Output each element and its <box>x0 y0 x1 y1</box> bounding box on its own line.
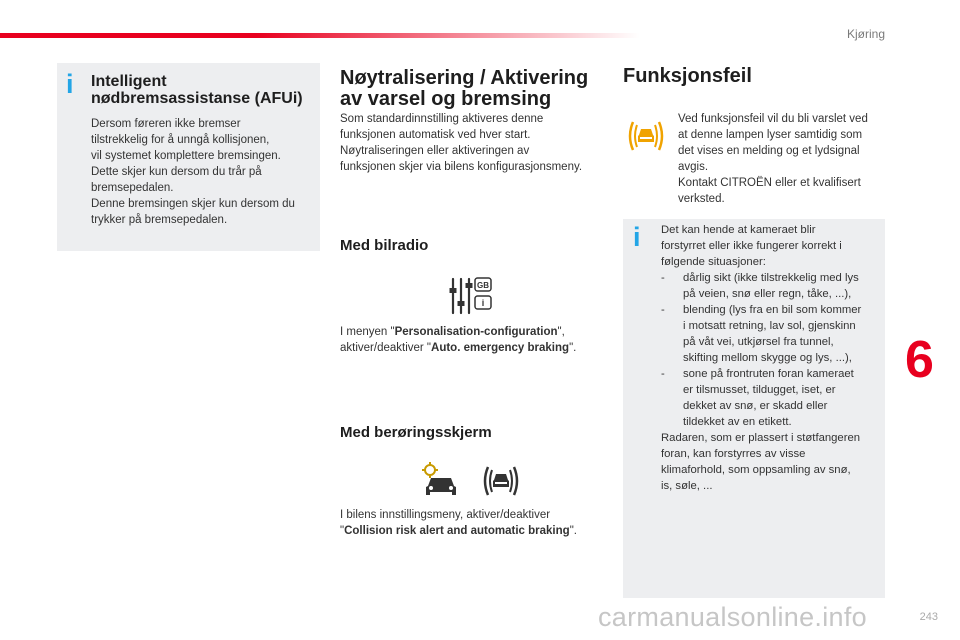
afu-text: Dersom føreren ikke bremser tilstrekkelig for å unngå kollisjonen, vil systemet komplettere bremsingen. Dette skjer kun dersom du trår på bremsepedalen. Denne bremsingen skjer kun dersom du trykker på bremsepedalen. <box>91 118 295 226</box>
fault-title: Funksjonsfeil <box>623 65 752 87</box>
list-item: - blending (lys fra en bil som kommer <box>661 304 862 316</box>
section-label: Kjøring <box>846 27 885 41</box>
page-number: 243 <box>919 611 938 623</box>
warning-lamp-icon <box>626 120 666 152</box>
info-icon: i <box>66 69 74 99</box>
list-item: - dårlig sikt (ikke tilstrekkelig med lys <box>661 272 859 284</box>
neutral-text: Som standardinnstilling aktiveres denne funksjonen automatisk ved hver start. Nøytraliseringen eller aktiveringen av funksjonen skjer via bilens konfigurasjonsmeny. <box>340 113 583 173</box>
top-accent-bar <box>0 33 640 38</box>
touch-text: I bilens innstillingsmeny, aktiver/deaktiver "Collision risk alert and automatic braking". <box>340 509 577 537</box>
radio-text: I menyen "Personalisation-configuration", aktiver/deaktiver "Auto. emergency braking". <box>340 326 577 354</box>
watermark: carmanualsonline.info <box>598 602 867 632</box>
chapter-number: 6 <box>905 331 934 389</box>
car-settings-icon <box>420 462 462 498</box>
list-item: - sone på frontruten foran kameraet <box>661 368 854 380</box>
afu-title: Intelligent nødbremsassistanse (AFUi) <box>91 73 303 107</box>
svg-text:i: i <box>481 298 485 308</box>
neutral-title: Nøytralisering / Aktivering av varsel og bremsing <box>340 67 589 110</box>
svg-text:GB: GB <box>477 281 489 290</box>
collision-warning-icon <box>481 464 521 498</box>
info-icon: i <box>633 222 641 252</box>
camera-text: Det kan hende at kameraet blir forstyrret eller ikke fungerer korrekt i følgende situasjoner: - dårlig sikt (ikke tilstrekkelig med lys på veien, snø eller regn, tåke, ...), - blending (lys fra en bil som kommer i motsatt retning, lav sol, gjenskinn på våt vei, utkjørsel fra tunnel, skifting mellom skygge og lys, ...), - sone på frontruten foran kameraet er tilsmusset, tildugget, iset, er dekket av snø, er skadd eller tildekket av en etikett. Radaren, som er plassert i støtfangeren foran, kan forstyrres av visse klimaforhold, som oppsamling av snø, is, søle, ... <box>661 224 862 492</box>
settings-sliders-icon <box>448 275 493 315</box>
radio-title: Med bilradio <box>340 237 429 254</box>
fault-text: Ved funksjonsfeil vil du bli varslet ved at denne lampen lyser samtidig som det vises en melding og et lydsignal avgis. Kontakt CITROËN eller et kvalifisert verksted. <box>678 113 868 205</box>
touch-title: Med berøringsskjerm <box>340 424 492 441</box>
